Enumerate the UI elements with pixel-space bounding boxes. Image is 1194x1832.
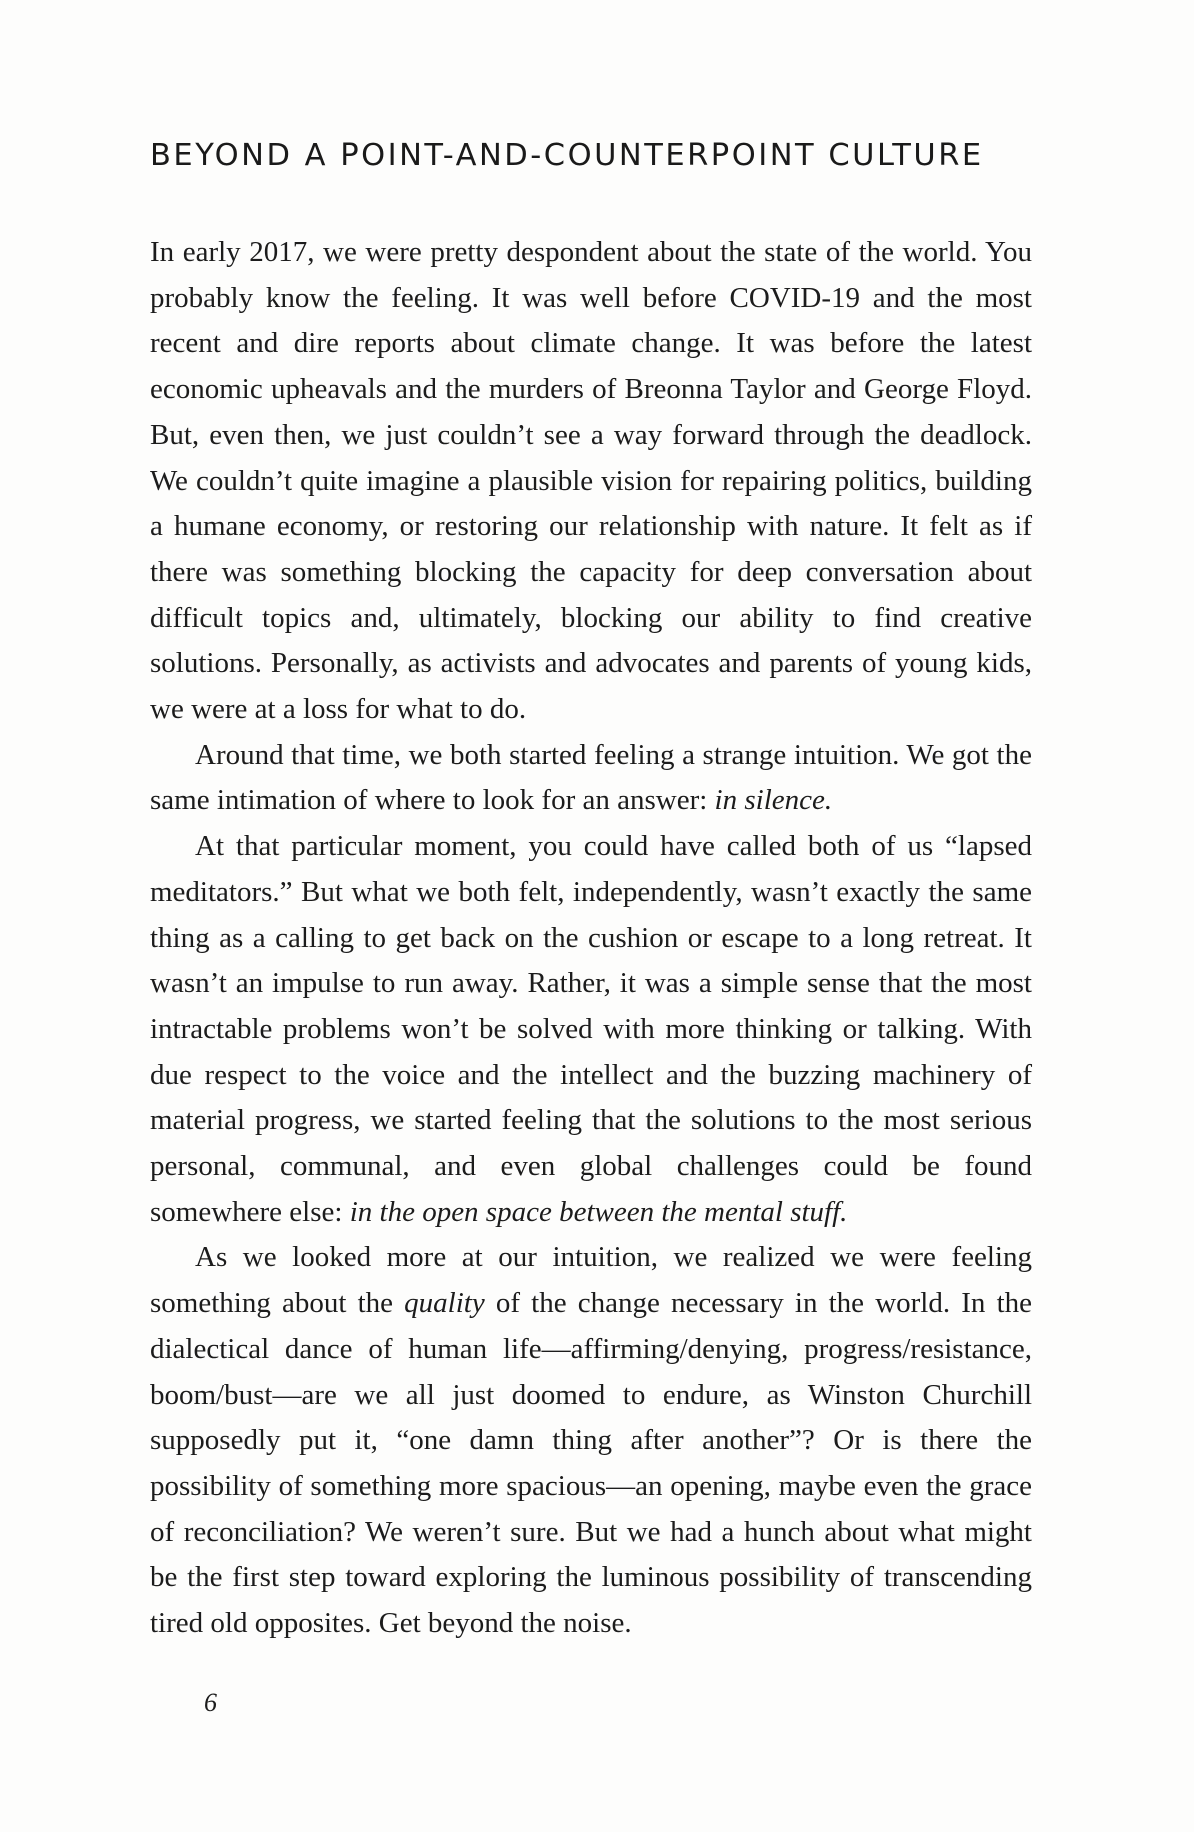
emphasis-text: in silence. — [714, 784, 833, 817]
body-text — [150, 230, 1032, 1647]
paragraph-text: In early 2017, we were pretty despondent about the state of the world. You probably know the feeling. It was well before COVID-19 and the most recent and dire reports about climate change. It was before the latest economic upheavals and the murders of Breonna Taylor and George Floyd. But, even then, we just couldn’t see a way forward through the deadlock. We couldn’t quite imagine a plausible vision for repairing politics, building a humane economy, or restoring our relationship with nature. It felt as if there was something blocking the capacity for deep conversation about difficult topics and, ultimately, blocking our ability to find creative solutions. Personally, as activists and advocates and parents of young kids, we were at a loss for what to do. — [150, 236, 1032, 726]
paragraph-2 — [150, 733, 1032, 824]
emphasis-text: in the open space between the mental stuff. — [349, 1195, 848, 1228]
paragraph-1 — [150, 230, 1032, 733]
paragraph-3 — [150, 824, 1032, 1235]
emphasis-text: quality — [404, 1287, 485, 1320]
paragraph-text: As we looked more at our intuition, we realized we were feeling something about the — [150, 1241, 1032, 1320]
paragraph-text: of the change necessary in the world. In the dialectical dance of human life—affirming/denying, progress/resistance, boom/bust—are we all just doomed to endure, as Winston Churchill supposedly put it, “one damn thing after another”? Or is there the possibility of something more spacious—an opening, maybe even the grace of reconciliation? We weren’t sure. But we had a hunch about what might be the first step toward exploring the luminous possibility of transcending tired old opposites. Get beyond the noise. — [150, 1287, 1032, 1640]
paragraph-text: At that particular moment, you could have called both of us “lapsed meditators.” But what we both felt, independently, wasn’t exactly the same thing as a calling to get back on the cushion or escape to a long retreat. It wasn’t an impulse to run away. Rather, it was a simple sense that the most intractable problems won’t be solved with more thinking or talking. With due respect to the voice and the intellect and the buzzing machinery of material progress, we started feeling that the solutions to the most serious personal, communal, and even global challenges could be found somewhere else: — [150, 830, 1032, 1228]
page-number: 6 — [204, 1688, 217, 1717]
section-heading: BEYOND A POINT-AND-COUNTERPOINT CULTURE — [150, 138, 984, 173]
paragraph-text: Around that time, we both started feeling a strange intuition. We got the same intimation of where to look for an answer: — [150, 738, 1032, 817]
paragraph-4 — [150, 1235, 1032, 1646]
